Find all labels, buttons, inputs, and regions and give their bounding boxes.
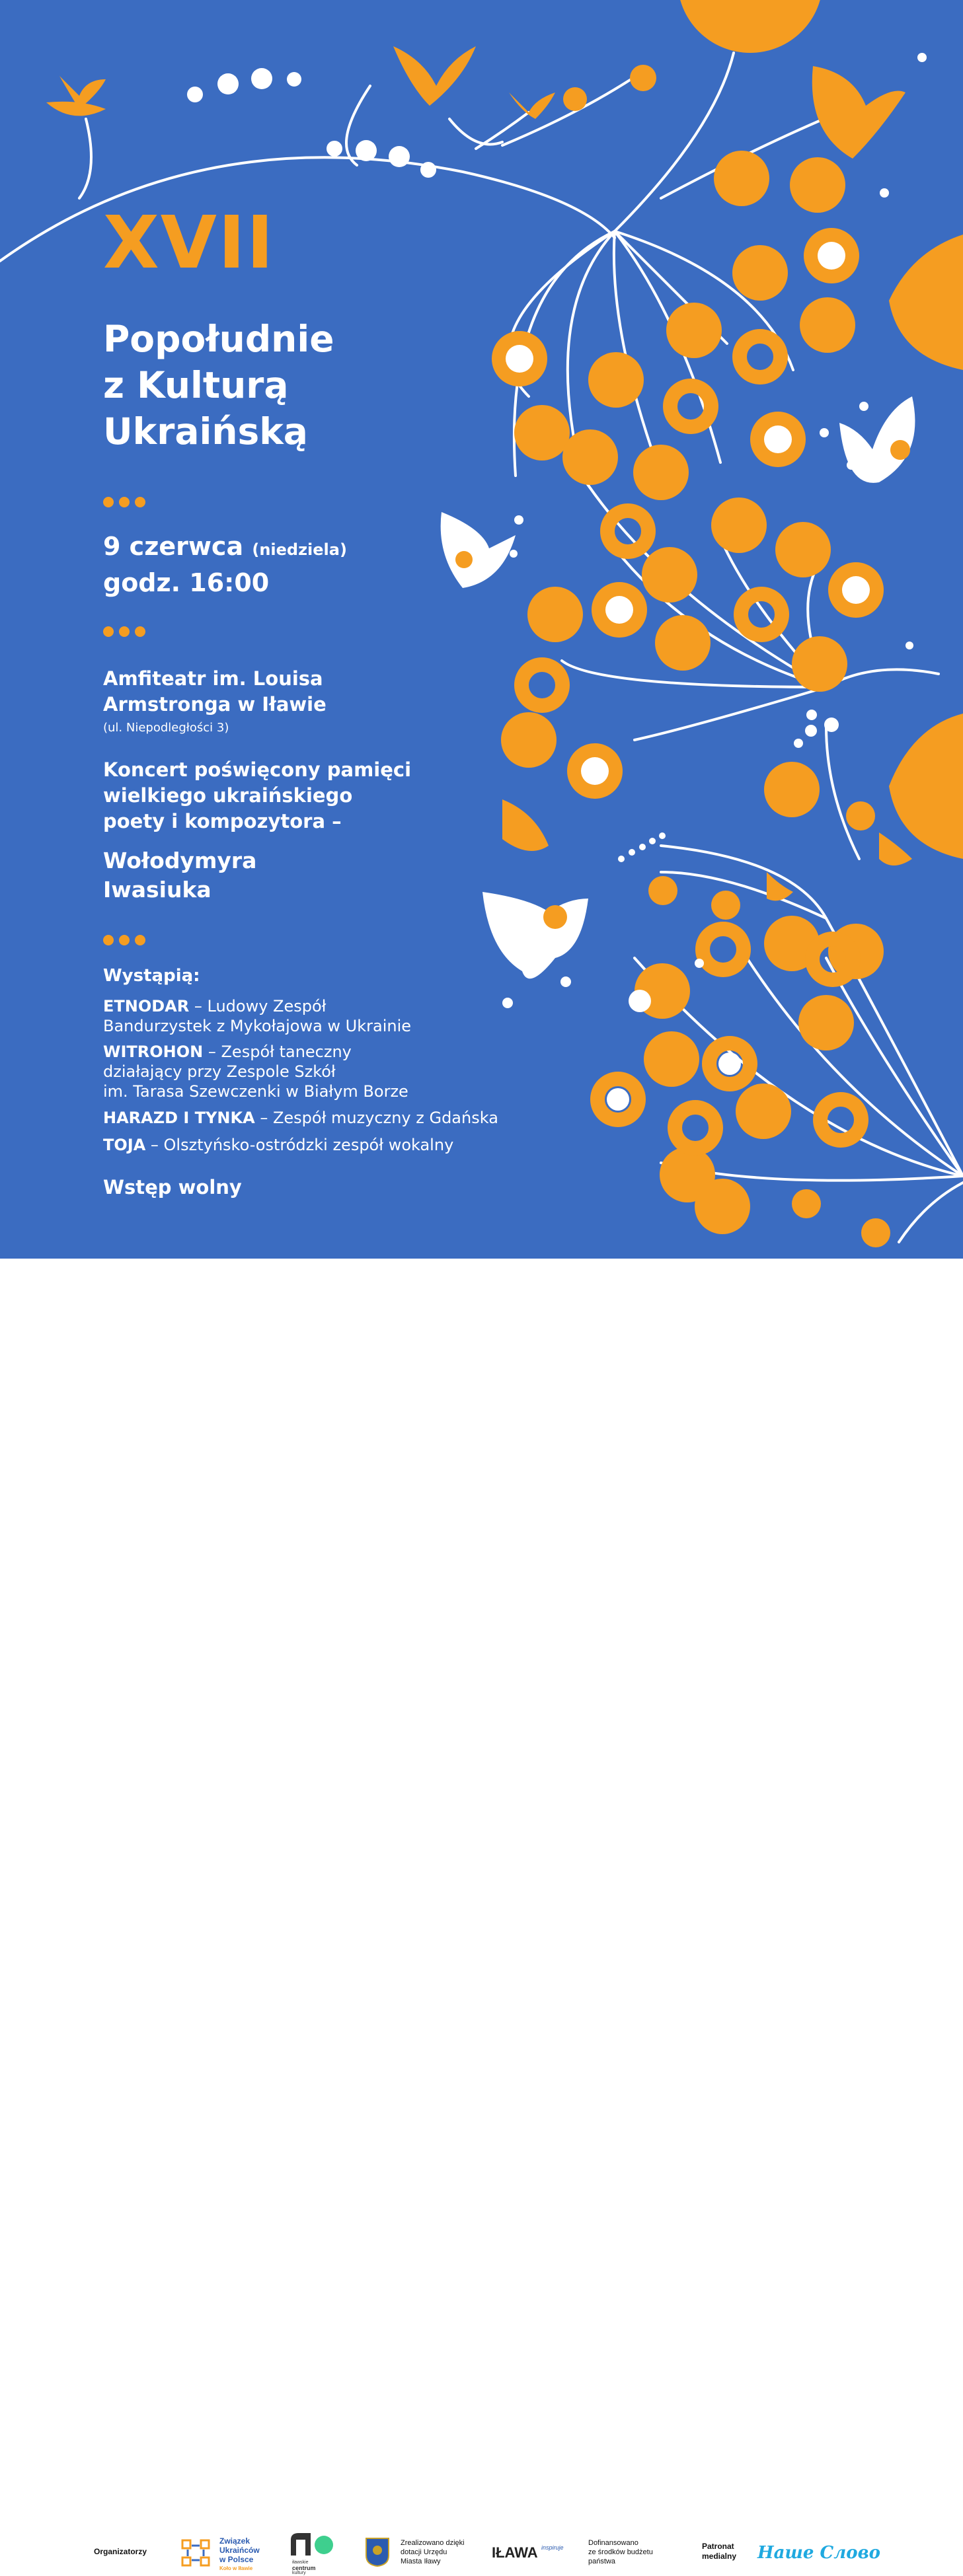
performer-name: ETNODAR	[103, 997, 190, 1015]
performers-heading: Wystąpią:	[103, 966, 200, 986]
performer-item: TOJA – Olsztyńsko-ostródzki zespół wokalny	[103, 1136, 454, 1154]
sponsor-footer	[0, 1259, 963, 2575]
date-day: 9 czerwca	[103, 532, 244, 561]
honoree-line: Wołodymyra	[103, 848, 257, 873]
admission-info: Wstęp wolny	[103, 1176, 242, 1198]
zuwp-logo	[178, 2536, 218, 2569]
separator-dots	[103, 497, 145, 507]
concert-line: wielkiego ukraińskiego	[103, 784, 353, 807]
organizers-label: Organizatorzy	[94, 2547, 147, 2556]
city-coat-of-arms	[365, 2537, 390, 2567]
honoree-line: Iwasiuka	[103, 877, 212, 902]
media-logo: Наше Слово	[757, 2543, 880, 2563]
performer-item: HARAZD I TYNKA – Zespół muzyczny z Gdańska	[103, 1109, 498, 1127]
zuwp-name: Związek Ukraińców w Polsce Koło w Iławie	[219, 2536, 260, 2571]
state-funding-note: Dofinansowano ze środków budżetu państwa	[588, 2539, 653, 2565]
performer-item: WITROHON – Zespół taneczny działający przy Zespole Szkół im. Tarasa Szewczenki w Białym Borze	[103, 1043, 408, 1101]
performer-name: TOJA	[103, 1136, 146, 1154]
venue-line: Amfiteatr im. Louisa	[103, 667, 323, 690]
performer-item: ETNODAR – Ludowy Zespół Bandurzystek z Mykołajowa w Ukrainie	[103, 997, 412, 1035]
event-title	[103, 316, 334, 455]
venue-address: (ul. Niepodległości 3)	[103, 721, 229, 735]
ilawa-logo: IŁAWA $^{inspiruje}$	[492, 2544, 564, 2561]
venue-line: Armstronga w Iławie	[103, 693, 327, 716]
concert-line: Koncert poświęcony pamięci	[103, 758, 412, 781]
city-funding-note: Zrealizowano dzięki dotacji Urzędu Miasta Iławy	[401, 2539, 465, 2565]
title-line: Popołudnie	[103, 318, 334, 360]
date-weekday: (niedziela)	[252, 540, 347, 559]
title-line: z Kulturą	[103, 364, 289, 406]
concert-description	[103, 757, 411, 834]
poster	[0, 0, 963, 1259]
event-date	[103, 530, 347, 599]
honoree-name	[103, 846, 256, 904]
ick-emblem-icon	[288, 2530, 336, 2557]
ornament-icon	[178, 2536, 213, 2569]
performer-name: WITROHON	[103, 1043, 204, 1061]
media-patronage-label: Patronat medialny	[702, 2542, 737, 2561]
separator-dots	[103, 935, 145, 945]
title-line: Ukraińską	[103, 410, 308, 453]
venue	[103, 666, 327, 718]
separator-dots	[103, 626, 145, 637]
performer-name: HARAZD I TYNKA	[103, 1109, 255, 1127]
edition-number: XVII	[103, 200, 275, 285]
ick-logo: iławskie centrum kultury	[288, 2530, 334, 2569]
event-time: godz. 16:00	[103, 568, 270, 597]
concert-line: poety i kompozytora –	[103, 810, 342, 832]
coat-of-arms-icon	[365, 2537, 390, 2567]
